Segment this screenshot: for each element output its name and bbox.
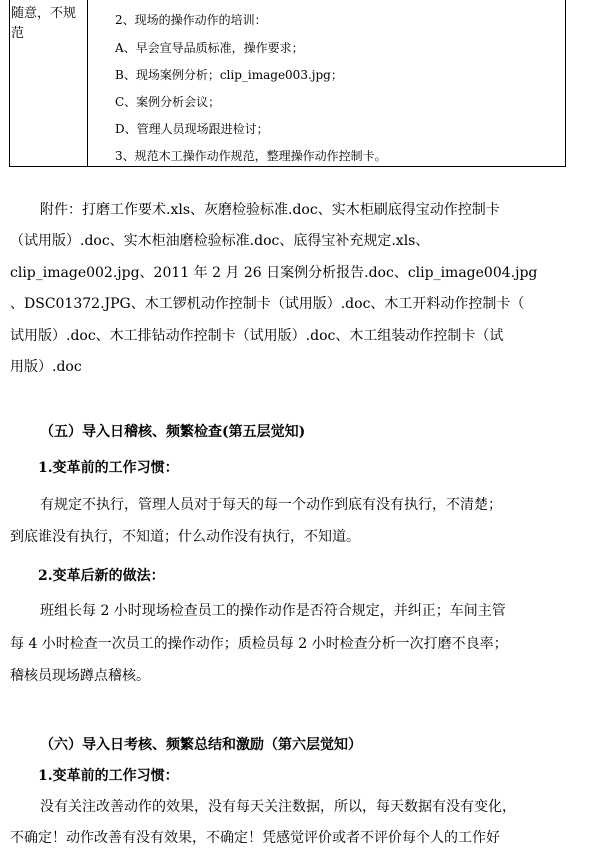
section-heading: （五）导入日稽核、频繁检查(第五层觉知): [40, 424, 306, 440]
paragraph-line: 没有关注改善动作的效果，没有每天关注数据，所以，每天数据有没有变化，: [40, 799, 516, 815]
attachments-line: 附件：打磨工作要术.xls、灰磨检验标准.doc、实木柜刷底得宝动作控制卡: [40, 202, 500, 218]
left-cell-line: 范: [11, 26, 25, 41]
paragraph-line: 有规定不执行，管理人员对于每天的每一个动作到底有没有执行，不清楚；: [40, 497, 502, 513]
paragraph-line: 每 4 小时检查一次员工的操作动作；质检员每 2 小时检查分析一次打磨不良率；: [10, 636, 508, 652]
table-right-cell: [88, 0, 565, 166]
attachments-line: clip_image002.jpg、2011 年 2 月 26 日案例分析报告.doc、clip_image004.jpg: [10, 265, 538, 281]
section-heading: （六）导入日考核、频繁总结和激励（第六层觉知）: [40, 737, 362, 753]
left-cell-line: 随意，不规: [11, 6, 77, 21]
table-item: A、早会宣导品质标准，操作要求；: [115, 41, 304, 55]
table-item: B、现场案例分析；clip_image003.jpg；: [115, 68, 343, 82]
attachments-line: 用版）.doc: [10, 359, 82, 375]
attachments-line: 、DSC01372.JPG、木工锣机动作控制卡（试用版）.doc、木工开料动作控制卡（: [10, 296, 525, 312]
attachments-line: 试用版）.doc、木工排钻动作控制卡（试用版）.doc、木工组装动作控制卡（试: [10, 328, 504, 344]
table-left-cell: [10, 0, 88, 166]
paragraph-line: 班组长每 2 小时现场检查员工的操作动作是否符合规定，并纠正；车间主管: [40, 603, 506, 619]
attachments-line: （试用版）.doc、实木柜油磨检验标准.doc、底得宝补充规定.xls、: [10, 233, 430, 249]
table-item: 3、规范木工操作动作规范，整理操作动作控制卡。: [115, 149, 387, 163]
table-item: 2、现场的操作动作的培训：: [115, 13, 267, 27]
table-item: C、案例分析会议；: [115, 95, 221, 109]
measures-table: [9, 0, 566, 167]
paragraph-line: 到底谁没有执行，不知道；什么动作没有执行，不知道。: [10, 529, 360, 545]
paragraph-line: 不确定！动作改善有没有效果，不确定！凭感觉评价或者不评价每个人的工作好: [10, 830, 500, 846]
subsection-title: 1.变革前的工作习惯：: [38, 768, 179, 784]
subsection-title: 1.变革前的工作习惯：: [38, 460, 179, 476]
paragraph-line: 稽核员现场蹲点稽核。: [10, 668, 150, 684]
table-item: D、管理人员现场跟进检讨；: [115, 122, 269, 136]
subsection-title: 2.变革后新的做法：: [38, 568, 165, 584]
